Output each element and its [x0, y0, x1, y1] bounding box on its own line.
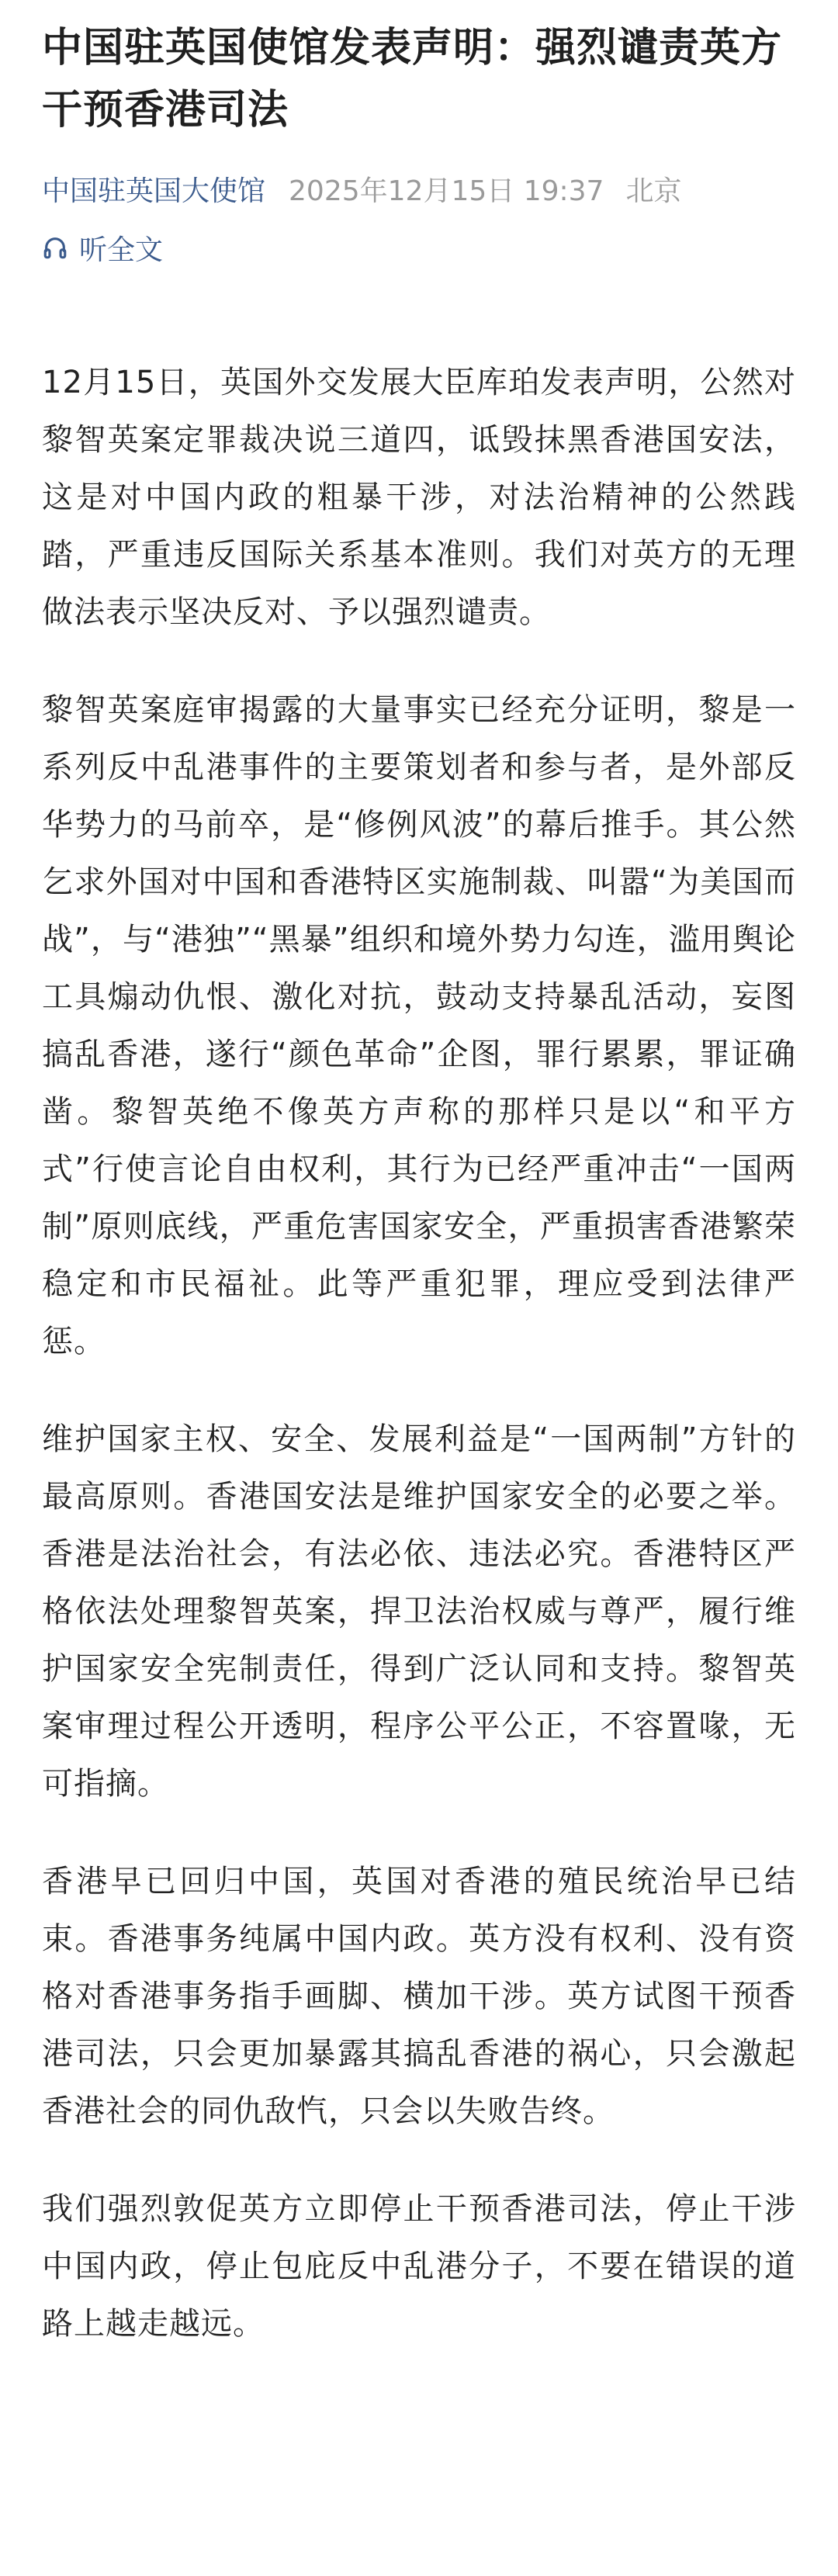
listen-button[interactable]	[42, 227, 796, 268]
paragraph: 我们强烈敦促英方立即停止干预香港司法，停止干涉中国内政，停止包庇反中乱港分子，不要在错误的道路上越走越远。	[42, 2191, 796, 2342]
article	[42, 17, 796, 2393]
headphones-icon	[42, 234, 68, 261]
article-body	[42, 354, 796, 2353]
listen-label: 听全文	[79, 234, 164, 266]
source-link[interactable]: 中国驻英国大使馆	[42, 175, 266, 207]
paragraph: 维护国家主权、安全、发展利益是“一国两制”方针的最高原则。香港国安法是维护国家安全的必要之举。香港是法治社会，有法必依、违法必究。香港特区严格依法处理黎智英案，捍卫法治权威与尊严，履行维护国家安全宪制责任，得到广泛认同和支持。黎智英案审理过程公开透明，程序公平公正，不容置喙，无可指摘。	[42, 1421, 796, 1802]
publish-date: 2025年12月15日 19:37	[289, 175, 604, 207]
paragraph: 黎智英案庭审揭露的大量事实已经充分证明，黎是一系列反中乱港事件的主要策划者和参与者，是外部反华势力的马前卒，是“修例风波”的幕后推手。其公然乞求外国对中国和香港特区实施制裁、叫嚣“为美国而战”，与“港独”“黑暴”组织和境外势力勾连，滥用舆论工具煽动仇恨、激化对抗，鼓动支持暴乱活动，妄图搞乱香港，遂行“颜色革命”企图，罪行累累，罪证确凿。黎智英绝不像英方声称的那样只是以“和平方式”行使言论自由权利，其行为已经严重冲击“一国两制”原则底线，严重危害国家安全，严重损害香港繁荣稳定和市民福祉。此等严重犯罪，理应受到法律严惩。	[42, 692, 796, 1359]
publish-location: 北京	[625, 175, 682, 207]
paragraph: 香港早已回归中国，英国对香港的殖民统治早已结束。香港事务纯属中国内政。英方没有权利、没有资格对香港事务指手画脚、横加干涉。英方试图干预香港司法，只会更加暴露其搞乱香港的祸心，只会激起香港社会的同仇敌忾，只会以失败告终。	[42, 1864, 796, 2129]
article-meta	[42, 171, 796, 213]
paragraph: 12月15日，英国外交发展大臣库珀发表声明，公然对黎智英案定罪裁决说三道四，诋毁抹黑香港国安法，这是对中国内政的粗暴干涉，对法治精神的公然践踏，严重违反国际关系基本准则。我们对英方的无理做法表示坚决反对、予以强烈谴责。	[42, 365, 796, 630]
article-title: 中国驻英国使馆发表声明：强烈谴责英方干预香港司法	[42, 25, 783, 133]
